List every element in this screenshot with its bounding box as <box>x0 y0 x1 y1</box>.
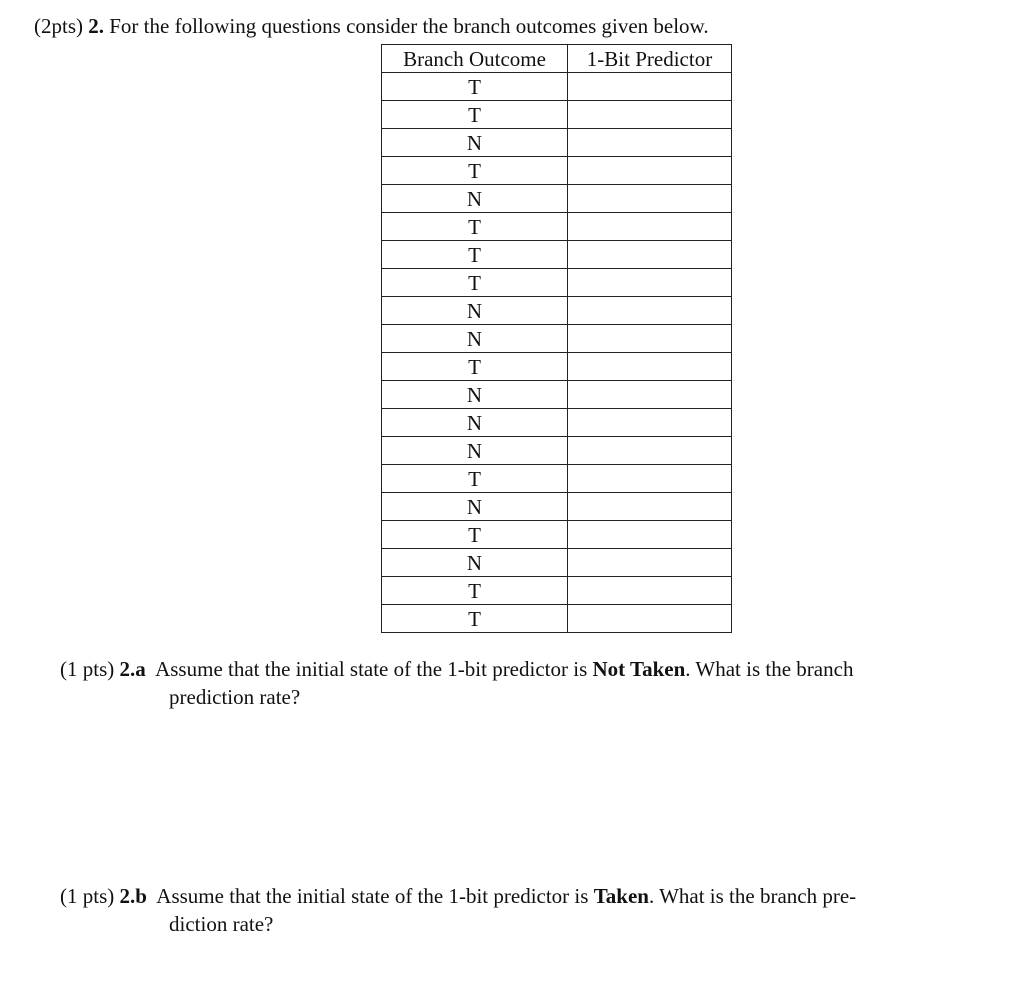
branch-outcome-cell: N <box>382 297 568 325</box>
table-row <box>382 549 732 577</box>
subquestion-2b-label: 2.b <box>119 884 147 908</box>
predictor-cell[interactable] <box>568 409 732 437</box>
table-row <box>382 297 732 325</box>
predictor-cell[interactable] <box>568 577 732 605</box>
table-row <box>382 101 732 129</box>
branch-outcome-cell: T <box>382 577 568 605</box>
subquestion-2b-line2: diction rate? <box>169 912 274 936</box>
subquestion-2a-line2: prediction rate? <box>169 685 301 709</box>
predictor-cell[interactable] <box>568 73 732 101</box>
table-row <box>382 129 732 157</box>
table-row <box>382 521 732 549</box>
table-body <box>382 73 732 633</box>
branch-outcome-cell: T <box>382 521 568 549</box>
branch-outcome-cell: T <box>382 605 568 633</box>
branch-outcome-cell: T <box>382 465 568 493</box>
subquestion-2a-text-after: . What is the branch <box>685 657 854 681</box>
branch-outcome-cell: T <box>382 269 568 297</box>
subquestion-2a-bold-state: Not Taken <box>592 657 686 681</box>
question-text: For the following questions consider the branch outcomes given below. <box>109 14 709 38</box>
branch-outcome-cell: T <box>382 73 568 101</box>
table-row <box>382 465 732 493</box>
subquestion-2a-label: 2.a <box>119 657 146 681</box>
branch-outcome-cell: N <box>382 325 568 353</box>
predictor-cell[interactable] <box>568 325 732 353</box>
predictor-cell[interactable] <box>568 129 732 157</box>
subquestion-2b-bold-state: Taken <box>593 884 649 908</box>
predictor-cell[interactable] <box>568 101 732 129</box>
table-row <box>382 185 732 213</box>
branch-outcome-cell: N <box>382 493 568 521</box>
table-row <box>382 157 732 185</box>
predictor-cell[interactable] <box>568 269 732 297</box>
table-header-row <box>382 45 732 73</box>
predictor-cell[interactable] <box>568 549 732 577</box>
branch-outcome-cell: T <box>382 213 568 241</box>
predictor-cell[interactable] <box>568 493 732 521</box>
branch-outcome-cell: T <box>382 241 568 269</box>
table-row <box>382 381 732 409</box>
subquestion-2a-text: Assume that the initial state of the 1-bit predictor is <box>155 657 588 681</box>
predictor-cell[interactable] <box>568 297 732 325</box>
question-number: 2. <box>88 14 104 38</box>
branch-outcome-cell: T <box>382 157 568 185</box>
predictor-cell[interactable] <box>568 185 732 213</box>
predictor-cell[interactable] <box>568 437 732 465</box>
table-row <box>382 325 732 353</box>
table-row <box>382 241 732 269</box>
table-row <box>382 409 732 437</box>
table-row <box>382 213 732 241</box>
branch-outcome-cell: N <box>382 409 568 437</box>
subquestion-2b-text-after: . What is the branch pre- <box>648 884 857 908</box>
table-row <box>382 437 732 465</box>
question-header <box>34 12 709 40</box>
subquestion-2b <box>60 882 1000 938</box>
predictor-cell[interactable] <box>568 521 732 549</box>
predictor-cell[interactable] <box>568 605 732 633</box>
subquestion-2b-text: Assume that the initial state of the 1-bit predictor is <box>156 884 589 908</box>
subquestion-2a-points: (1 pts) <box>60 657 115 681</box>
header-branch-outcome: Branch Outcome <box>382 45 568 73</box>
predictor-cell[interactable] <box>568 241 732 269</box>
branch-outcome-cell: N <box>382 381 568 409</box>
branch-outcome-table <box>381 44 732 633</box>
header-1-bit-predictor: 1-Bit Predictor <box>568 45 732 73</box>
predictor-cell[interactable] <box>568 213 732 241</box>
predictor-cell[interactable] <box>568 465 732 493</box>
branch-outcome-cell: T <box>382 101 568 129</box>
question-points: (2pts) <box>34 14 83 38</box>
branch-outcome-cell: T <box>382 353 568 381</box>
predictor-cell[interactable] <box>568 157 732 185</box>
table-row <box>382 605 732 633</box>
table-row <box>382 353 732 381</box>
branch-outcome-cell: N <box>382 129 568 157</box>
branch-outcome-cell: N <box>382 437 568 465</box>
branch-outcome-cell: N <box>382 185 568 213</box>
table-row <box>382 73 732 101</box>
subquestion-2a <box>60 655 1000 711</box>
predictor-cell[interactable] <box>568 353 732 381</box>
table-row <box>382 577 732 605</box>
predictor-cell[interactable] <box>568 381 732 409</box>
table-row <box>382 269 732 297</box>
branch-outcome-cell: N <box>382 549 568 577</box>
table-row <box>382 493 732 521</box>
subquestion-2b-points: (1 pts) <box>60 884 115 908</box>
